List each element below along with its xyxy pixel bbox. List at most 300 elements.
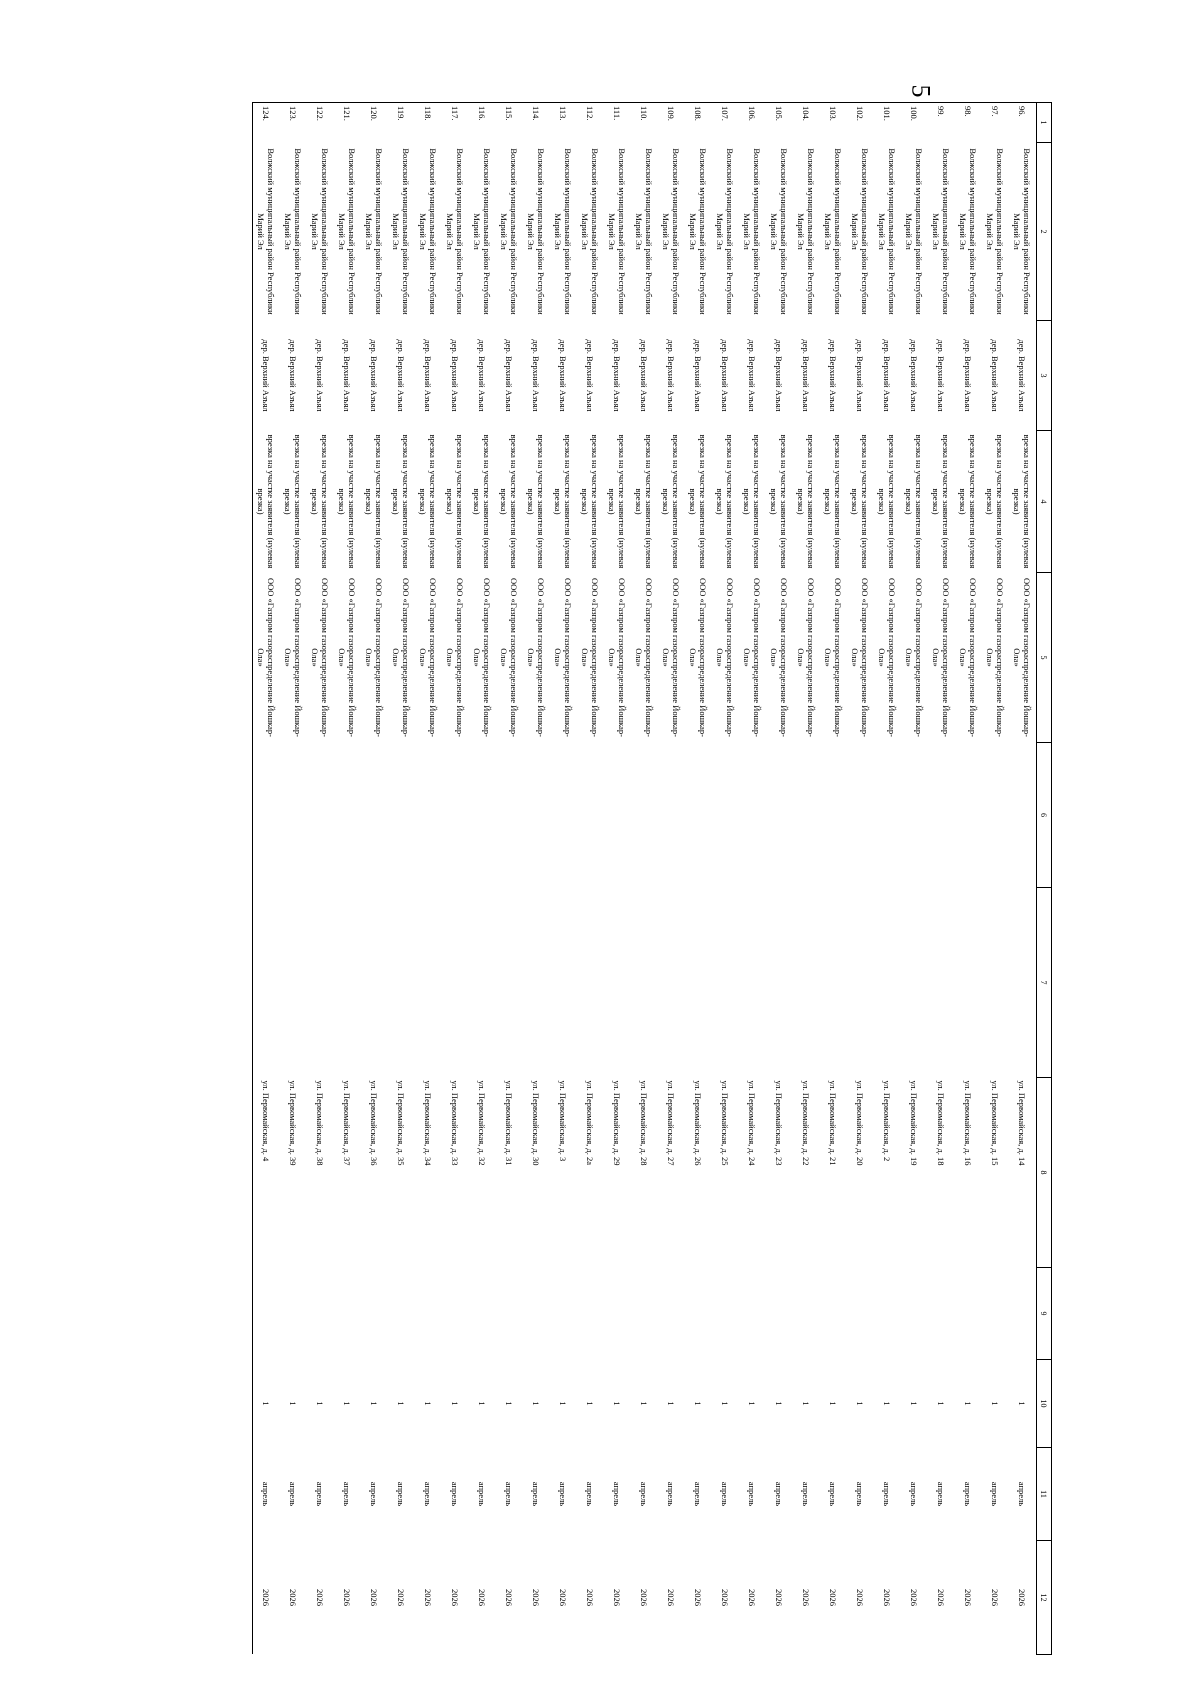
table-wrap: [252, 102, 1052, 1654]
village-cell: дер. Верхний Азъял: [477, 339, 488, 412]
district-cell: Волжский муниципальный район Республики Марий Эл: [715, 148, 736, 315]
district-cell: Волжский муниципальный район Республики Марий Эл: [877, 148, 898, 315]
address-cell: ул. Первомайская, д. 21: [828, 1080, 839, 1166]
column-9-cell: [577, 1268, 604, 1360]
column-header-2: 2: [1037, 143, 1052, 321]
column-6-cell: [469, 743, 496, 888]
address-cell: ул. Первомайская, д. 38: [315, 1080, 326, 1166]
column-9-cell: [955, 1268, 982, 1360]
month-cell: апрель: [315, 1481, 326, 1507]
table-row: [415, 103, 442, 1655]
address-cell: ул. Первомайская, д. 23: [774, 1080, 785, 1166]
column-9-cell: [820, 1268, 847, 1360]
work-type-cell: врезка на участке заявителя (нулевая врезка): [1012, 434, 1033, 569]
column-7-cell: [739, 888, 766, 1078]
village-cell: дер. Верхний Азъял: [882, 339, 893, 412]
district-cell: Волжский муниципальный район Республики Марий Эл: [445, 148, 466, 315]
address-cell: ул. Первомайская, д. 33: [450, 1080, 461, 1166]
work-type-cell: врезка на участке заявителя (нулевая врезка): [877, 434, 898, 569]
work-type-cell: врезка на участке заявителя (нулевая врезка): [796, 434, 817, 569]
table-row: [901, 103, 928, 1655]
column-9-cell: [307, 1268, 334, 1360]
month-cell: апрель: [693, 1481, 704, 1507]
table-row: [604, 103, 631, 1655]
quantity-cell: 1: [1017, 1401, 1028, 1406]
column-7-cell: [442, 888, 469, 1078]
organization-cell: ООО «Газпром газораспределение Йошкар-Ола»: [877, 578, 898, 737]
month-cell: апрель: [1017, 1481, 1028, 1507]
column-6-cell: [523, 743, 550, 888]
table-row: [928, 103, 955, 1655]
column-7-cell: [766, 888, 793, 1078]
district-cell: Волжский муниципальный район Республики Марий Эл: [688, 148, 709, 315]
column-7-cell: [847, 888, 874, 1078]
column-6-cell: [334, 743, 361, 888]
year-cell: 2026: [396, 1589, 407, 1606]
village-cell: дер. Верхний Азъял: [639, 339, 650, 412]
organization-cell: ООО «Газпром газораспределение Йошкар-Ола»: [499, 578, 520, 737]
address-cell: ул. Первомайская, д. 22: [801, 1080, 812, 1166]
column-9-cell: [658, 1268, 685, 1360]
village-cell: дер. Верхний Азъял: [855, 339, 866, 412]
table-row: [712, 103, 739, 1655]
row-number: 115.: [496, 103, 523, 143]
row-number: 108.: [685, 103, 712, 143]
work-type-cell: врезка на участке заявителя (нулевая врезка): [823, 434, 844, 569]
table-row: [739, 103, 766, 1655]
organization-cell: ООО «Газпром газораспределение Йошкар-Ола»: [769, 578, 790, 737]
district-cell: Волжский муниципальный район Республики Марий Эл: [769, 148, 790, 315]
address-cell: ул. Первомайская, д. 28: [639, 1080, 650, 1166]
month-cell: апрель: [828, 1481, 839, 1507]
table-row: [280, 103, 307, 1655]
year-cell: 2026: [963, 1589, 974, 1606]
table-row: [388, 103, 415, 1655]
month-cell: апрель: [990, 1481, 1001, 1507]
table-row: [361, 103, 388, 1655]
district-cell: Волжский муниципальный район Республики Марий Эл: [499, 148, 520, 315]
work-type-cell: врезка на участке заявителя (нулевая врезка): [931, 434, 952, 569]
table-row: [469, 103, 496, 1655]
column-9-cell: [766, 1268, 793, 1360]
organization-cell: ООО «Газпром газораспределение Йошкар-Ола»: [958, 578, 979, 737]
table-row: [820, 103, 847, 1655]
quantity-cell: 1: [963, 1401, 974, 1406]
column-header-6: 6: [1037, 743, 1052, 888]
address-cell: ул. Первомайская, д. 20: [855, 1080, 866, 1166]
year-cell: 2026: [585, 1589, 596, 1606]
quantity-cell: 1: [693, 1401, 704, 1406]
quantity-cell: 1: [747, 1401, 758, 1406]
work-type-cell: врезка на участке заявителя (нулевая врезка): [742, 434, 763, 569]
district-cell: Волжский муниципальный район Республики Марий Эл: [364, 148, 385, 315]
table-row: [442, 103, 469, 1655]
row-number: 116.: [469, 103, 496, 143]
row-number: 109.: [658, 103, 685, 143]
column-6-cell: [766, 743, 793, 888]
column-6-cell: [793, 743, 820, 888]
organization-cell: ООО «Газпром газораспределение Йошкар-Ола»: [688, 578, 709, 737]
column-6-cell: [442, 743, 469, 888]
organization-cell: ООО «Газпром газораспределение Йошкар-Ола»: [931, 578, 952, 737]
column-9-cell: [604, 1268, 631, 1360]
year-cell: 2026: [882, 1589, 893, 1606]
row-number: 102.: [847, 103, 874, 143]
organization-cell: ООО «Газпром газораспределение Йошкар-Ола»: [850, 578, 871, 737]
column-6-cell: [712, 743, 739, 888]
village-cell: дер. Верхний Азъял: [828, 339, 839, 412]
address-cell: ул. Первомайская, д. 25: [720, 1080, 731, 1166]
table-row: [307, 103, 334, 1655]
column-6-cell: [901, 743, 928, 888]
year-cell: 2026: [369, 1589, 380, 1606]
month-cell: апрель: [558, 1481, 569, 1507]
month-cell: апрель: [396, 1481, 407, 1507]
column-6-cell: [550, 743, 577, 888]
month-cell: апрель: [909, 1481, 920, 1507]
address-cell: ул. Первомайская, д. 4: [261, 1080, 272, 1162]
district-cell: Волжский муниципальный район Республики Марий Эл: [418, 148, 439, 315]
table-row: [334, 103, 361, 1655]
address-cell: ул. Первомайская, д. 39: [288, 1080, 299, 1166]
column-7-cell: [496, 888, 523, 1078]
quantity-cell: 1: [990, 1401, 1001, 1406]
village-cell: дер. Верхний Азъял: [1017, 339, 1028, 412]
month-cell: апрель: [936, 1481, 947, 1507]
column-header-10: 10: [1037, 1360, 1052, 1448]
district-cell: Волжский муниципальный район Республики Марий Эл: [850, 148, 871, 315]
year-cell: 2026: [828, 1589, 839, 1606]
district-cell: Волжский муниципальный район Республики Марий Эл: [337, 148, 358, 315]
district-cell: Волжский муниципальный район Республики Марий Эл: [742, 148, 763, 315]
column-7-cell: [874, 888, 901, 1078]
column-header-12: 12: [1037, 1541, 1052, 1655]
row-number: 117.: [442, 103, 469, 143]
table-row: [253, 103, 280, 1655]
district-cell: Волжский муниципальный район Республики Марий Эл: [310, 148, 331, 315]
month-cell: апрель: [639, 1481, 650, 1507]
address-cell: ул. Первомайская, д. 3: [558, 1080, 569, 1162]
year-cell: 2026: [288, 1589, 299, 1606]
table-row: [982, 103, 1009, 1655]
quantity-cell: 1: [936, 1401, 947, 1406]
organization-cell: ООО «Газпром газораспределение Йошкар-Ола»: [580, 578, 601, 737]
column-7-cell: [280, 888, 307, 1078]
organization-cell: ООО «Газпром газораспределение Йошкар-Ола»: [364, 578, 385, 737]
quantity-cell: 1: [720, 1401, 731, 1406]
work-type-cell: врезка на участке заявителя (нулевая врезка): [526, 434, 547, 569]
work-type-cell: врезка на участке заявителя (нулевая врезка): [256, 434, 277, 569]
column-9-cell: [280, 1268, 307, 1360]
column-6-cell: [361, 743, 388, 888]
column-6-cell: [307, 743, 334, 888]
village-cell: дер. Верхний Азъял: [936, 339, 947, 412]
year-cell: 2026: [342, 1589, 353, 1606]
column-7-cell: [685, 888, 712, 1078]
month-cell: апрель: [288, 1481, 299, 1507]
column-6-cell: [928, 743, 955, 888]
address-cell: ул. Первомайская, д. 30: [531, 1080, 542, 1166]
column-9-cell: [253, 1268, 280, 1360]
year-cell: 2026: [1017, 1589, 1028, 1606]
village-cell: дер. Верхний Азъял: [612, 339, 623, 412]
row-number: 114.: [523, 103, 550, 143]
work-type-cell: врезка на участке заявителя (нулевая врезка): [661, 434, 682, 569]
column-9-cell: [442, 1268, 469, 1360]
year-cell: 2026: [666, 1589, 677, 1606]
village-cell: дер. Верхний Азъял: [558, 339, 569, 412]
table-row: [523, 103, 550, 1655]
row-number: 113.: [550, 103, 577, 143]
table-row: [793, 103, 820, 1655]
village-cell: дер. Верхний Азъял: [261, 339, 272, 412]
column-6-cell: [658, 743, 685, 888]
work-type-cell: врезка на участке заявителя (нулевая врезка): [688, 434, 709, 569]
month-cell: апрель: [747, 1481, 758, 1507]
column-9-cell: [847, 1268, 874, 1360]
table-row: [874, 103, 901, 1655]
row-number: 98.: [955, 103, 982, 143]
table-row: [550, 103, 577, 1655]
column-6-cell: [253, 743, 280, 888]
column-header-8: 8: [1037, 1078, 1052, 1268]
row-number: 101.: [874, 103, 901, 143]
row-number: 111.: [604, 103, 631, 143]
month-cell: апрель: [774, 1481, 785, 1507]
address-cell: ул. Первомайская, д. 18: [936, 1080, 947, 1166]
header-row: [1037, 103, 1052, 1655]
row-number: 110.: [631, 103, 658, 143]
month-cell: апрель: [666, 1481, 677, 1507]
column-9-cell: [739, 1268, 766, 1360]
month-cell: апрель: [342, 1481, 353, 1507]
district-cell: Волжский муниципальный район Республики Марий Эл: [553, 148, 574, 315]
work-type-cell: врезка на участке заявителя (нулевая врезка): [283, 434, 304, 569]
address-cell: ул. Первомайская, д. 19: [909, 1080, 920, 1166]
address-cell: ул. Первомайская, д. 14: [1017, 1080, 1028, 1166]
organization-cell: ООО «Газпром газораспределение Йошкар-Ола»: [472, 578, 493, 737]
column-9-cell: [874, 1268, 901, 1360]
month-cell: апрель: [963, 1481, 974, 1507]
column-9-cell: [388, 1268, 415, 1360]
year-cell: 2026: [747, 1589, 758, 1606]
page-number: 5: [906, 84, 936, 98]
year-cell: 2026: [693, 1589, 704, 1606]
year-cell: 2026: [423, 1589, 434, 1606]
work-type-cell: врезка на участке заявителя (нулевая врезка): [337, 434, 358, 569]
district-cell: Волжский муниципальный район Республики Марий Эл: [283, 148, 304, 315]
column-7-cell: [820, 888, 847, 1078]
column-9-cell: [928, 1268, 955, 1360]
table-row: [658, 103, 685, 1655]
month-cell: апрель: [801, 1481, 812, 1507]
address-cell: ул. Первомайская, д. 32: [477, 1080, 488, 1166]
quantity-cell: 1: [477, 1401, 488, 1406]
month-cell: апрель: [450, 1481, 461, 1507]
village-cell: дер. Верхний Азъял: [990, 339, 1001, 412]
district-cell: Волжский муниципальный район Республики Марий Эл: [391, 148, 412, 315]
organization-cell: ООО «Газпром газораспределение Йошкар-Ола»: [904, 578, 925, 737]
district-cell: Волжский муниципальный район Республики Марий Эл: [607, 148, 628, 315]
table-row: [685, 103, 712, 1655]
village-cell: дер. Верхний Азъял: [369, 339, 380, 412]
year-cell: 2026: [720, 1589, 731, 1606]
work-type-cell: врезка на участке заявителя (нулевая врезка): [310, 434, 331, 569]
address-cell: ул. Первомайская, д. 2а: [585, 1080, 596, 1166]
organization-cell: ООО «Газпром газораспределение Йошкар-Ола»: [391, 578, 412, 737]
quantity-cell: 1: [315, 1401, 326, 1406]
month-cell: апрель: [531, 1481, 542, 1507]
column-7-cell: [550, 888, 577, 1078]
column-9-cell: [901, 1268, 928, 1360]
village-cell: дер. Верхний Азъял: [666, 339, 677, 412]
work-type-cell: врезка на участке заявителя (нулевая врезка): [904, 434, 925, 569]
row-number: 106.: [739, 103, 766, 143]
column-6-cell: [685, 743, 712, 888]
column-7-cell: [334, 888, 361, 1078]
row-number: 107.: [712, 103, 739, 143]
work-type-cell: врезка на участке заявителя (нулевая врезка): [499, 434, 520, 569]
work-type-cell: врезка на участке заявителя (нулевая врезка): [445, 434, 466, 569]
column-7-cell: [631, 888, 658, 1078]
month-cell: апрель: [720, 1481, 731, 1507]
column-6-cell: [820, 743, 847, 888]
work-type-cell: врезка на участке заявителя (нулевая врезка): [958, 434, 979, 569]
district-cell: Волжский муниципальный район Республики Марий Эл: [580, 148, 601, 315]
address-cell: ул. Первомайская, д. 27: [666, 1080, 677, 1166]
district-cell: Волжский муниципальный район Республики Марий Эл: [661, 148, 682, 315]
month-cell: апрель: [369, 1481, 380, 1507]
village-cell: дер. Верхний Азъял: [909, 339, 920, 412]
row-number: 124.: [253, 103, 280, 143]
address-cell: ул. Первомайская, д. 29: [612, 1080, 623, 1166]
village-cell: дер. Верхний Азъял: [693, 339, 704, 412]
address-cell: ул. Первомайская, д. 35: [396, 1080, 407, 1166]
column-7-cell: [658, 888, 685, 1078]
quantity-cell: 1: [585, 1401, 596, 1406]
year-cell: 2026: [450, 1589, 461, 1606]
column-7-cell: [361, 888, 388, 1078]
month-cell: апрель: [261, 1481, 272, 1507]
district-cell: Волжский муниципальный район Республики Марий Эл: [634, 148, 655, 315]
column-9-cell: [550, 1268, 577, 1360]
organization-cell: ООО «Газпром газораспределение Йошкар-Ола»: [742, 578, 763, 737]
table-row: [577, 103, 604, 1655]
district-cell: Волжский муниципальный район Республики Марий Эл: [526, 148, 547, 315]
quantity-cell: 1: [774, 1401, 785, 1406]
column-header-9: 9: [1037, 1268, 1052, 1360]
district-cell: Волжский муниципальный район Республики Марий Эл: [958, 148, 979, 315]
quantity-cell: 1: [666, 1401, 677, 1406]
column-6-cell: [280, 743, 307, 888]
column-9-cell: [631, 1268, 658, 1360]
column-6-cell: [1009, 743, 1037, 888]
year-cell: 2026: [612, 1589, 623, 1606]
row-number: 118.: [415, 103, 442, 143]
table-body: [253, 103, 1037, 1655]
column-6-cell: [739, 743, 766, 888]
column-7-cell: [388, 888, 415, 1078]
work-type-cell: врезка на участке заявителя (нулевая врезка): [391, 434, 412, 569]
district-cell: Волжский муниципальный район Республики Марий Эл: [904, 148, 925, 315]
table-row: [955, 103, 982, 1655]
month-cell: апрель: [423, 1481, 434, 1507]
work-type-cell: врезка на участке заявителя (нулевая врезка): [472, 434, 493, 569]
column-7-cell: [982, 888, 1009, 1078]
quantity-cell: 1: [288, 1401, 299, 1406]
address-cell: ул. Первомайская, д. 34: [423, 1080, 434, 1166]
column-7-cell: [523, 888, 550, 1078]
year-cell: 2026: [477, 1589, 488, 1606]
organization-cell: ООО «Газпром газораспределение Йошкар-Ола»: [256, 578, 277, 737]
village-cell: дер. Верхний Азъял: [747, 339, 758, 412]
year-cell: 2026: [639, 1589, 650, 1606]
column-9-cell: [712, 1268, 739, 1360]
village-cell: дер. Верхний Азъял: [450, 339, 461, 412]
district-cell: Волжский муниципальный район Республики Марий Эл: [985, 148, 1006, 315]
work-type-cell: врезка на участке заявителя (нулевая врезка): [985, 434, 1006, 569]
column-header-1: 1: [1037, 103, 1052, 143]
organization-cell: ООО «Газпром газораспределение Йошкар-Ола»: [823, 578, 844, 737]
table-row: [1009, 103, 1037, 1655]
month-cell: апрель: [855, 1481, 866, 1507]
column-header-4: 4: [1037, 431, 1052, 573]
row-number: 112.: [577, 103, 604, 143]
row-number: 120.: [361, 103, 388, 143]
work-type-cell: врезка на участке заявителя (нулевая врезка): [715, 434, 736, 569]
table-row: [631, 103, 658, 1655]
month-cell: апрель: [477, 1481, 488, 1507]
work-type-cell: врезка на участке заявителя (нулевая врезка): [553, 434, 574, 569]
row-number: 97.: [982, 103, 1009, 143]
quantity-cell: 1: [504, 1401, 515, 1406]
work-type-cell: врезка на участке заявителя (нулевая врезка): [769, 434, 790, 569]
village-cell: дер. Верхний Азъял: [288, 339, 299, 412]
quantity-cell: 1: [450, 1401, 461, 1406]
quantity-cell: 1: [882, 1401, 893, 1406]
row-number: 121.: [334, 103, 361, 143]
work-type-cell: врезка на участке заявителя (нулевая врезка): [850, 434, 871, 569]
quantity-cell: 1: [558, 1401, 569, 1406]
column-6-cell: [847, 743, 874, 888]
village-cell: дер. Верхний Азъял: [315, 339, 326, 412]
month-cell: апрель: [882, 1481, 893, 1507]
column-9-cell: [334, 1268, 361, 1360]
village-cell: дер. Верхний Азъял: [801, 339, 812, 412]
work-type-cell: врезка на участке заявителя (нулевая врезка): [634, 434, 655, 569]
organization-cell: ООО «Газпром газораспределение Йошкар-Ола»: [337, 578, 358, 737]
quantity-cell: 1: [423, 1401, 434, 1406]
row-number: 122.: [307, 103, 334, 143]
year-cell: 2026: [801, 1589, 812, 1606]
row-number: 105.: [766, 103, 793, 143]
quantity-cell: 1: [612, 1401, 623, 1406]
column-9-cell: [496, 1268, 523, 1360]
column-6-cell: [631, 743, 658, 888]
column-9-cell: [469, 1268, 496, 1360]
quantity-cell: 1: [261, 1401, 272, 1406]
village-cell: дер. Верхний Азъял: [585, 339, 596, 412]
row-number: 103.: [820, 103, 847, 143]
row-number: 100.: [901, 103, 928, 143]
district-cell: Волжский муниципальный район Республики Марий Эл: [256, 148, 277, 315]
year-cell: 2026: [504, 1589, 515, 1606]
address-cell: ул. Первомайская, д. 37: [342, 1080, 353, 1166]
work-type-cell: врезка на участке заявителя (нулевая врезка): [580, 434, 601, 569]
column-6-cell: [496, 743, 523, 888]
column-6-cell: [388, 743, 415, 888]
row-number: 99.: [928, 103, 955, 143]
